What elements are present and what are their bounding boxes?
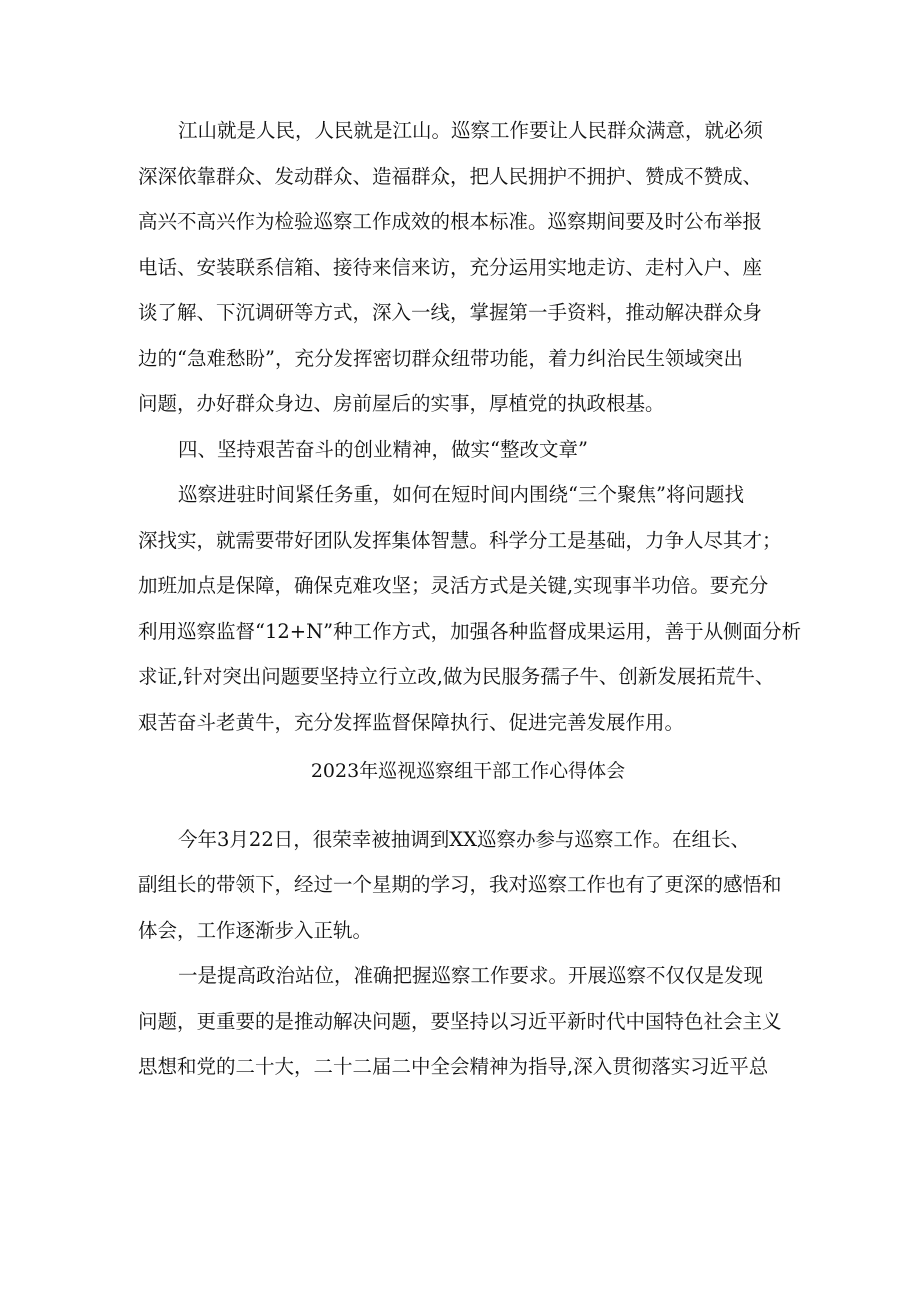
paragraph-line: 一是提高政治站位，准确把握巡察工作要求。开展巡察不仅仅是发现 — [178, 964, 764, 987]
paragraph-line: 加班加点是保障，确保克难攻坚；灵活方式是关键,实现事半功倍。要充分 — [138, 574, 769, 597]
paragraph-line: 巡察进驻时间紧任务重，如何在短时间内围绕“三个聚焦”将问题找 — [178, 483, 744, 506]
paragraph-line: 今年3月22日，很荣幸被抽调到XX巡察办参与巡察工作。在组长、 — [178, 827, 750, 851]
paragraph-line: 谈了解、下沉调研等方式，深入一线，掌握第一手资料，推动解决群众身 — [138, 301, 763, 324]
paragraph-line: 电话、安装联系信箱、接待来信来访，充分运用实地走访、走村入户、座 — [138, 255, 763, 279]
article-title: 2023年巡视巡察组干部工作心得体会 — [310, 760, 626, 782]
paragraph-line: 问题，更重要的是推动解决问题，要坚持以习近平新时代中国特色社会主义 — [138, 1009, 782, 1033]
document-page — [138, 108, 802, 1090]
paragraph-line: 深深依靠群众、发动群众、造福群众，把人民拥护不拥护、赞成不赞成、 — [138, 164, 763, 188]
paragraph-line: 求证,针对突出问题要坚持立行立改,做为民服务孺子牛、创新发展拓荒牛、 — [138, 665, 775, 688]
paragraph — [138, 472, 802, 745]
paragraph-line: 问题，办好群众身边、房前屋后的实事，厚植党的执政根基。 — [138, 392, 665, 415]
paragraph-line: 副组长的带领下，经过一个星期的学习，我对巡察工作也有了更深的感悟和 — [138, 873, 782, 896]
paragraph-line: 利用巡察监督“12+N”种工作方式，加强各种监督成果运用，善于从侧面分析 — [138, 619, 802, 643]
paragraph-line: 思想和党的二十大，二十二届二中全会精神为指导,深入贯彻落实习近平总 — [138, 1055, 769, 1078]
paragraph-line: 艰苦奋斗老黄牛，充分发挥监督保障执行、促进完善发展作用。 — [138, 710, 685, 734]
paragraph — [138, 953, 798, 1090]
paragraph-line: 深找实，就需要带好团队发挥集体智慧。科学分工是基础，力争人尽其才； — [138, 528, 782, 552]
paragraph-line: 江山就是人民，人民就是江山。巡察工作要让人民群众满意，就必须 — [178, 119, 764, 142]
paragraph-line: 边的“急难愁盼”，充分发挥密切群众纽带功能，着力纠治民生领域突出 — [138, 346, 743, 370]
paragraph — [138, 108, 798, 427]
paragraph — [138, 817, 798, 954]
paragraph-line: 体会，工作逐渐步入正轨。 — [138, 918, 373, 942]
paragraph-line: 高兴不高兴作为检验巡察工作成效的根本标准。巡察期间要及时公布举报 — [138, 210, 763, 233]
section-heading: 四、坚持艰苦奋斗的创业精神，做实“整改文章” — [178, 437, 588, 461]
